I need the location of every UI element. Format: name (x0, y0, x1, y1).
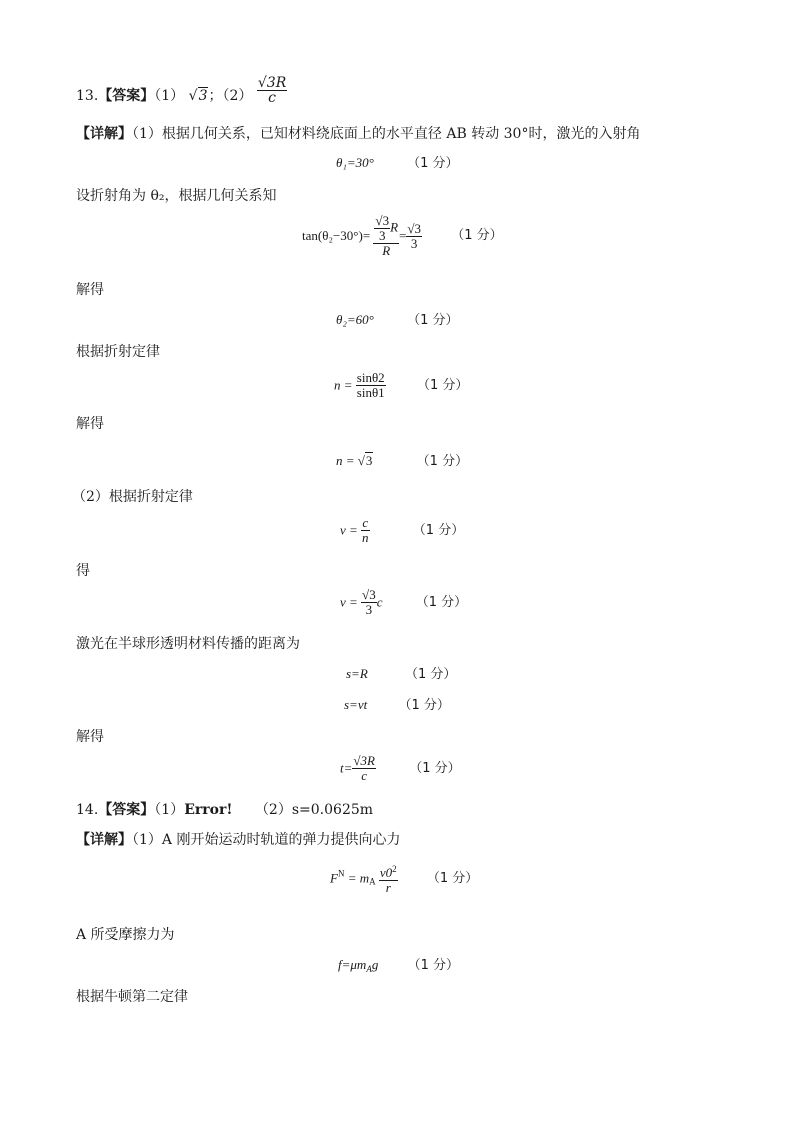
q13-line2: 设折射角为 θ₂，根据几何关系知 (76, 188, 277, 204)
q14-part2-value: s=0.0625m (291, 802, 374, 818)
q13-part2-value: $\frac{√3R}{c}$ (257, 74, 287, 106)
score-label: （1 分） (407, 156, 459, 171)
score-label: （1 分） (416, 454, 469, 469)
q13-eq7: v = $\frac{√3}{3}$ c （1 分） (340, 587, 468, 617)
q13-eq6: v = $\frac{c}{n}$ （1 分） (340, 515, 465, 545)
q13-part2-label: （2） (222, 88, 253, 104)
q13-eq8: s=R （1 分） (346, 666, 457, 682)
q13-separator: ； (208, 88, 223, 104)
q13-eq3: θ₂=60° （1 分） (336, 312, 459, 328)
score-label: （1 分） (416, 377, 469, 393)
q13-line3: 解得 (76, 282, 104, 298)
q13-part1-label: （1） (154, 88, 185, 104)
q13-answer-tag: 【答案】 (98, 88, 155, 104)
q13-eq10: t= $\frac{√3R}{c}$ （1 分） (340, 753, 461, 783)
q14-eq1: $F^N = m_A$ $\frac{v0^2}{r}$ （1 分） (330, 864, 479, 895)
score-label: （1 分） (405, 667, 457, 682)
q13-line7: 得 (76, 563, 90, 579)
q13-eq2-frac: $\frac{√3}{3}$ R R (375, 213, 399, 258)
q14-line3: 根据牛顿第二定律 (76, 989, 188, 1005)
q13-eq2: tan(θ₂−30°)= $\frac{√3}{3}$ R R = $\frac{√3}{3}$ （1 分） (302, 213, 503, 258)
q14-detail (76, 830, 400, 850)
score-label: （1 分） (451, 228, 503, 243)
q14-detail-text: （1）A 刚开始运动时轨道的弹力提供向心力 (132, 832, 401, 848)
q13-eq4: n = $\frac{\sin\theta 2}{\sin\theta 1}$ （1 分） (334, 370, 469, 400)
q14-part1-label: （1） (154, 802, 185, 818)
q13-line9: 解得 (76, 729, 104, 745)
q14-answer-tag: 【答案】 (98, 802, 155, 818)
q14-line2: A 所受摩擦力为 (76, 927, 175, 943)
q13-detail-text: （1）根据几何关系，已知材料绕底面上的水平直径 AB 转动 30°时，激光的入射角 (132, 126, 641, 142)
score-label: （1 分） (398, 698, 450, 713)
q13-line5: 解得 (76, 416, 104, 432)
q14-part2-label: （2） (254, 802, 292, 818)
q13-eq1: θ₁=30° （1 分） (336, 155, 459, 171)
q14-part1-value: Error! (184, 802, 233, 818)
score-label: （1 分） (407, 958, 459, 973)
q13-line6: （2）根据折射定律 (72, 489, 193, 505)
q14-number: 14. (76, 802, 99, 818)
score-label: （1 分） (407, 313, 459, 328)
q13-line8: 激光在半球形透明材料传播的距离为 (76, 636, 300, 652)
q13-number: 13. (76, 88, 99, 104)
q14-answer-line (76, 800, 373, 820)
q14-eq2: $f=\mu m_Ag$ （1 分） (338, 957, 459, 974)
q13-detail (76, 124, 640, 144)
q13-eq9: s=vt （1 分） (344, 697, 450, 713)
score-label: （1 分） (415, 594, 468, 610)
q13-eq2-rhs: $\frac{√3}{3}$ (407, 220, 421, 251)
q13-answer-line (76, 74, 287, 106)
q13-part1-value: √3 (188, 88, 208, 104)
q13-eq5: n = √3 （1 分） (336, 453, 469, 469)
q14-detail-tag: 【详解】 (76, 832, 132, 848)
q13-line4: 根据折射定律 (76, 344, 160, 360)
score-label: （1 分） (412, 522, 465, 538)
q13-detail-tag: 【详解】 (76, 126, 132, 142)
score-label: （1 分） (426, 870, 479, 886)
score-label: （1 分） (409, 760, 461, 776)
